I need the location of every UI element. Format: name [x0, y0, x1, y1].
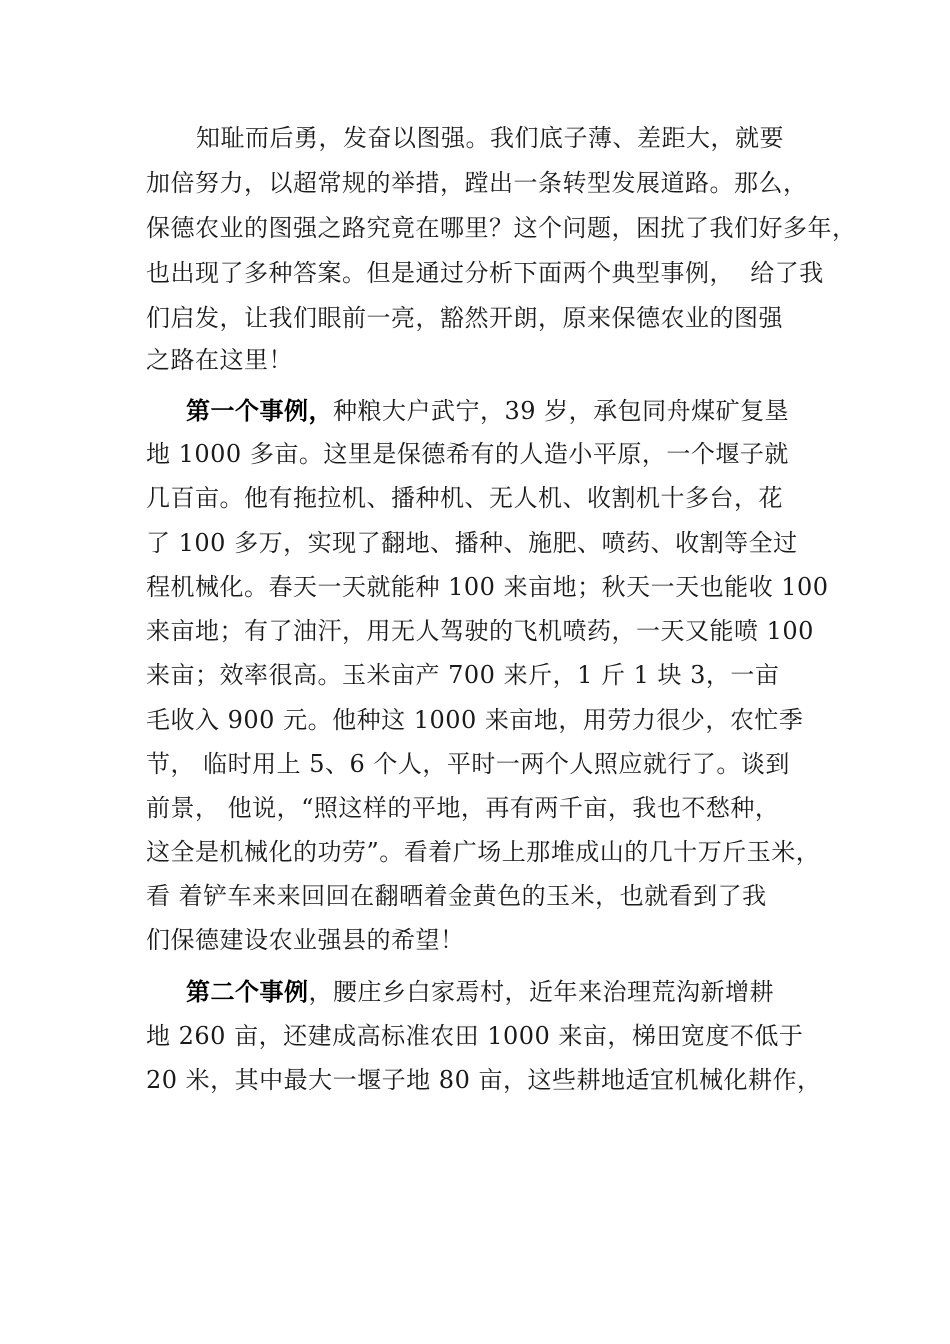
example-1-heading-line — [186, 396, 789, 426]
text-line: 这全是机械化的功劳”。看着广场上那堆成山的几十万斤玉米， — [146, 838, 821, 866]
text-line: 保德农业的图强之路究竟在哪里？这个问题，困扰了我们好多年， — [146, 214, 857, 242]
example-1-heading: 第一个事例， — [186, 397, 333, 425]
text-line: 来亩地；有了油汗，用无人驾驶的飞机喷药，一天又能喷 100 — [146, 617, 814, 645]
text-line: 看 着铲车来来回回在翻晒着金黄色的玉米，也就看到了我 — [146, 882, 767, 910]
text-line: ，腰庄乡白家焉村，近年来治理荒沟新增耕 — [308, 978, 774, 1006]
example-2-heading: 第二个事例 — [186, 978, 309, 1006]
text-line: 知耻而后勇，发奋以图强。我们底子薄、差距大，就要 — [196, 124, 784, 152]
text-line: 加倍努力，以超常规的举措，蹚出一条转型发展道路。那么， — [146, 169, 808, 197]
text-line: 前景， 他说，“照这样的平地，再有两千亩，我也不愁种， — [146, 794, 780, 822]
text-line: 也出现了多种答案。但是通过分析下面两个典型事例， 给了我 — [146, 259, 824, 287]
text-line: 地 1000 多亩。这里是保德希有的人造小平原，一个堰子就 — [146, 440, 789, 468]
text-line: 节， 临时用上 5、6 个人，平时一两个人照应就行了。谈到 — [146, 750, 790, 778]
text-line: 了 100 多万，实现了翻地、播种、施肥、喷药、收割等全过 — [146, 529, 798, 557]
example-2-heading-line — [186, 977, 774, 1007]
text-line: 们保德建设农业强县的希望！ — [146, 926, 465, 954]
text-line: 地 260 亩，还建成高标准农田 1000 来亩，梯田宽度不低于 — [146, 1022, 804, 1050]
text-line: 种粮大户武宁，39 岁，承包同舟煤矿复垦 — [333, 397, 790, 425]
text-line: 程机械化。春天一天就能种 100 来亩地；秋天一天也能收 100 — [146, 573, 829, 601]
text-line: 之路在这里！ — [146, 346, 293, 374]
text-line: 毛收入 900 元。他种这 1000 来亩地，用劳力很少，农忙季 — [146, 706, 804, 734]
text-line: 几百亩。他有拖拉机、播种机、无人机、收割机十多台，花 — [146, 484, 783, 512]
text-line: 20 米，其中最大一堰子地 80 亩，这些耕地适宜机械化耕作， — [146, 1066, 822, 1094]
text-line: 来亩；效率很高。玉米亩产 700 来斤，1 斤 1 块 3，一亩 — [146, 661, 780, 689]
text-line: 们启发，让我们眼前一亮，豁然开朗，原来保德农业的图强 — [146, 304, 783, 332]
